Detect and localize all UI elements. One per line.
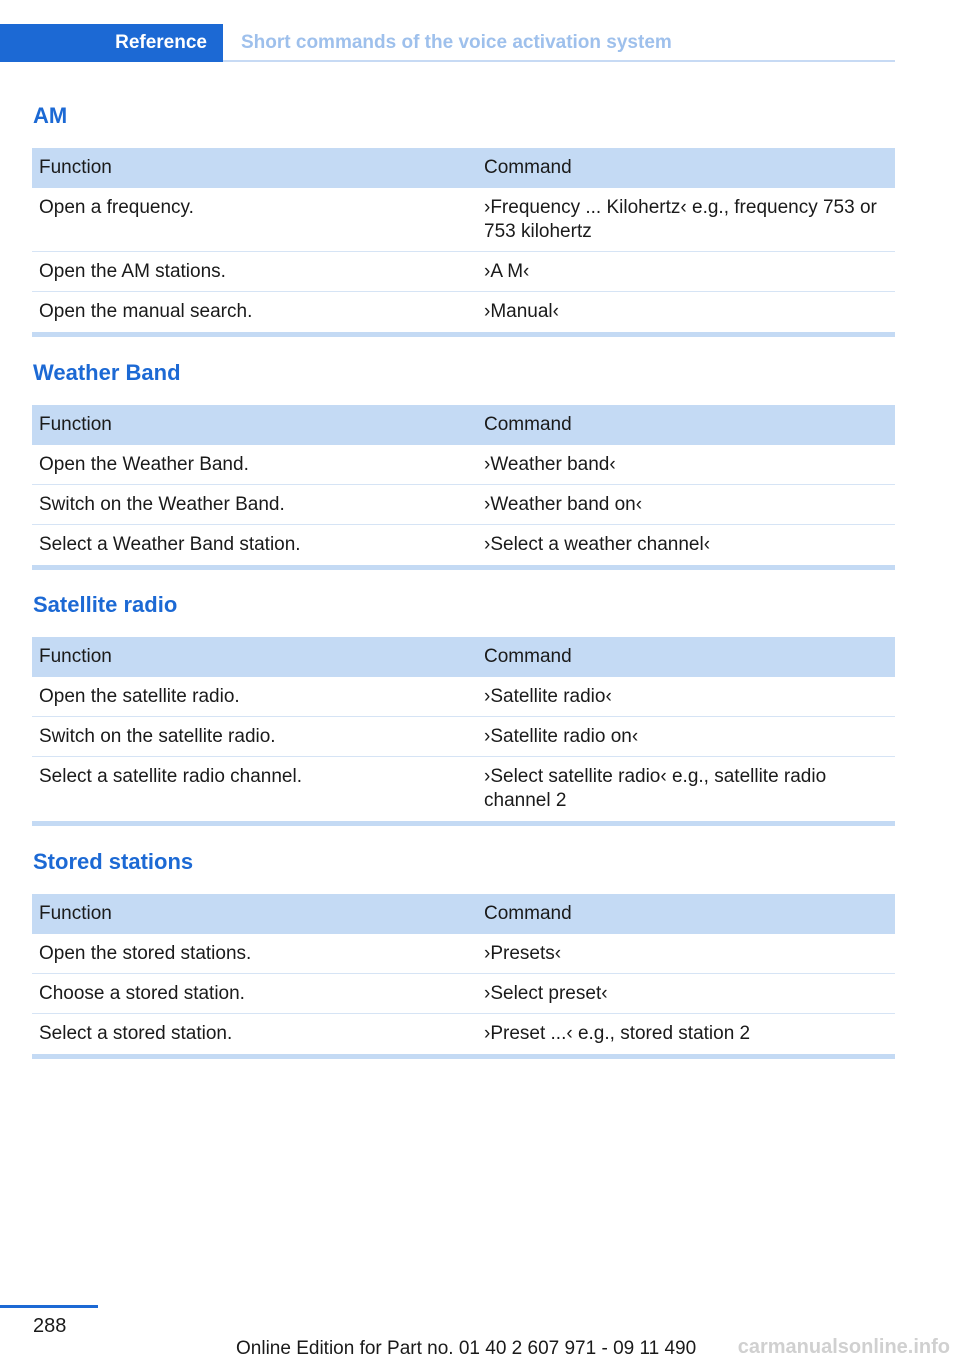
function-cell: Open a frequency. bbox=[32, 188, 477, 252]
table-row bbox=[32, 252, 895, 292]
table-row bbox=[32, 1014, 895, 1057]
command-cell: ›Frequency ... Kilohertz‹ e.g., frequency 753 or 753 kilohertz bbox=[477, 188, 895, 252]
stored-stations-command-table bbox=[32, 894, 895, 1059]
column-header-function: Function bbox=[32, 148, 477, 188]
edition-note: Online Edition for Part no. 01 40 2 607 971 - 09 11 490 bbox=[236, 1338, 697, 1359]
table-row bbox=[32, 677, 895, 717]
function-cell: Select a satellite radio channel. bbox=[32, 757, 477, 824]
command-cell: ›Select satellite radio‹ e.g., satellite radio channel 2 bbox=[477, 757, 895, 824]
function-cell: Select a Weather Band station. bbox=[32, 525, 477, 568]
table-header-row bbox=[32, 637, 895, 677]
command-cell: ›A M‹ bbox=[477, 252, 895, 292]
function-cell: Open the satellite radio. bbox=[32, 677, 477, 717]
command-cell: ›Weather band‹ bbox=[477, 445, 895, 485]
table-header-row bbox=[32, 405, 895, 445]
column-header-command: Command bbox=[477, 405, 895, 445]
column-header-command: Command bbox=[477, 894, 895, 934]
watermark: carmanualsonline.info bbox=[737, 1336, 950, 1358]
weather-band-command-table bbox=[32, 405, 895, 570]
function-cell: Switch on the Weather Band. bbox=[32, 485, 477, 525]
function-cell: Switch on the satellite radio. bbox=[32, 717, 477, 757]
am-command-table bbox=[32, 148, 895, 337]
header-title: Short commands of the voice activation system bbox=[241, 32, 672, 53]
table-row bbox=[32, 445, 895, 485]
table-row bbox=[32, 525, 895, 568]
column-header-function: Function bbox=[32, 894, 477, 934]
satellite-radio-command-table bbox=[32, 637, 895, 826]
section-title-weather-band: Weather Band bbox=[33, 360, 181, 385]
table-header-row bbox=[32, 148, 895, 188]
table-row bbox=[32, 188, 895, 252]
column-header-function: Function bbox=[32, 405, 477, 445]
command-cell: ›Satellite radio‹ bbox=[477, 677, 895, 717]
table-row bbox=[32, 934, 895, 974]
command-cell: ›Satellite radio on‹ bbox=[477, 717, 895, 757]
page-header bbox=[0, 24, 895, 62]
function-cell: Open the AM stations. bbox=[32, 252, 477, 292]
column-header-command: Command bbox=[477, 148, 895, 188]
command-cell: ›Select preset‹ bbox=[477, 974, 895, 1014]
table-header-row bbox=[32, 894, 895, 934]
section-title-stored-stations: Stored stations bbox=[33, 849, 194, 874]
function-cell: Choose a stored station. bbox=[32, 974, 477, 1014]
table-row bbox=[32, 717, 895, 757]
table-row bbox=[32, 974, 895, 1014]
table-row bbox=[32, 757, 895, 824]
header-divider bbox=[223, 60, 895, 62]
function-cell: Open the stored stations. bbox=[32, 934, 477, 974]
function-cell: Select a stored station. bbox=[32, 1014, 477, 1057]
command-cell: ›Presets‹ bbox=[477, 934, 895, 974]
table-row bbox=[32, 292, 895, 335]
function-cell: Open the manual search. bbox=[32, 292, 477, 335]
page-number: 288 bbox=[33, 1315, 67, 1337]
section-tab[interactable]: Reference bbox=[0, 24, 223, 62]
command-cell: ›Weather band on‹ bbox=[477, 485, 895, 525]
section-title-satellite-radio: Satellite radio bbox=[33, 592, 178, 617]
command-cell: ›Preset ...‹ e.g., stored station 2 bbox=[477, 1014, 895, 1057]
section-title-am: AM bbox=[33, 103, 68, 128]
table-row bbox=[32, 485, 895, 525]
function-cell: Open the Weather Band. bbox=[32, 445, 477, 485]
column-header-function: Function bbox=[32, 637, 477, 677]
column-header-command: Command bbox=[477, 637, 895, 677]
command-cell: ›Select a weather channel‹ bbox=[477, 525, 895, 568]
command-cell: ›Manual‹ bbox=[477, 292, 895, 335]
footer-divider bbox=[0, 1305, 98, 1308]
